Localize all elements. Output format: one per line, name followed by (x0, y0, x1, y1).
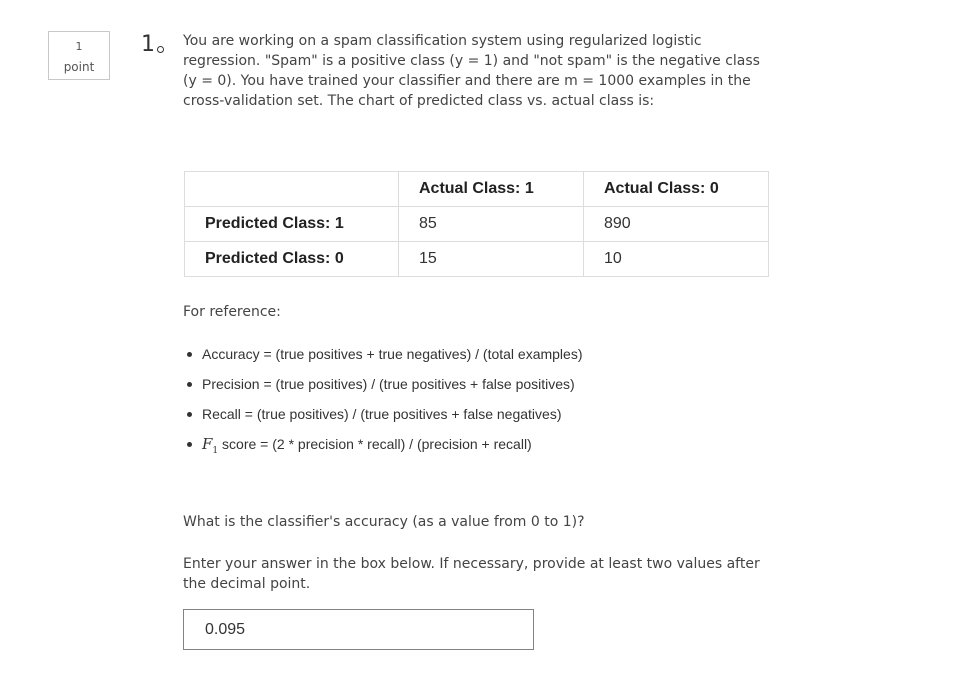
table-row (185, 242, 769, 277)
answer-instructions: Enter your answer in the box below. If necessary, provide at least two values after the decimal point. (183, 556, 760, 592)
row-label-predicted-0: Predicted Class: 0 (185, 242, 399, 277)
question-number (141, 33, 164, 57)
cell-true-negatives: 10 (584, 242, 769, 277)
confusion-matrix-table (184, 171, 769, 277)
list-item: Accuracy = (true positives + true negatives) / (total examples) (183, 343, 583, 373)
cell-false-negatives: 15 (399, 242, 584, 277)
points-label: point (63, 60, 95, 74)
question-number-dot (157, 46, 164, 53)
reference-list (183, 343, 583, 463)
table-header-row (185, 172, 769, 207)
f1-symbol (202, 435, 219, 456)
list-item (183, 433, 583, 463)
question-prompt: You are working on a spam classification system using regularized logistic regression. "Spam" is a positive class (y = 1) and "not spam" is the negative class (y = 0). You have trained your classifier and there are m = 1000 examples in the cross-validation set. The chart of predicted class vs. actual class is: (183, 33, 760, 109)
list-item: Precision = (true positives) / (true positives + false positives) (183, 373, 583, 403)
f1-letter: F (202, 435, 213, 453)
points-value: 1 (75, 40, 83, 53)
f1-formula: score = (2 * precision * recall) / (precision + recall) (218, 436, 532, 452)
question-number-text: 1 (141, 32, 155, 57)
table-header-actual-1: Actual Class: 1 (399, 172, 584, 207)
reference-label: For reference: (183, 304, 281, 320)
table-header-actual-0: Actual Class: 0 (584, 172, 769, 207)
cell-false-positives: 890 (584, 207, 769, 242)
points-badge (48, 31, 110, 80)
f1-subscript: 1 (212, 446, 219, 456)
table-row (185, 207, 769, 242)
list-item: Recall = (true positives) / (true positives + false negatives) (183, 403, 583, 433)
cell-true-positives: 85 (399, 207, 584, 242)
answer-input[interactable] (183, 609, 534, 650)
question-text: What is the classifier's accuracy (as a value from 0 to 1)? (183, 514, 585, 530)
row-label-predicted-1: Predicted Class: 1 (185, 207, 399, 242)
table-header-empty (185, 172, 399, 207)
